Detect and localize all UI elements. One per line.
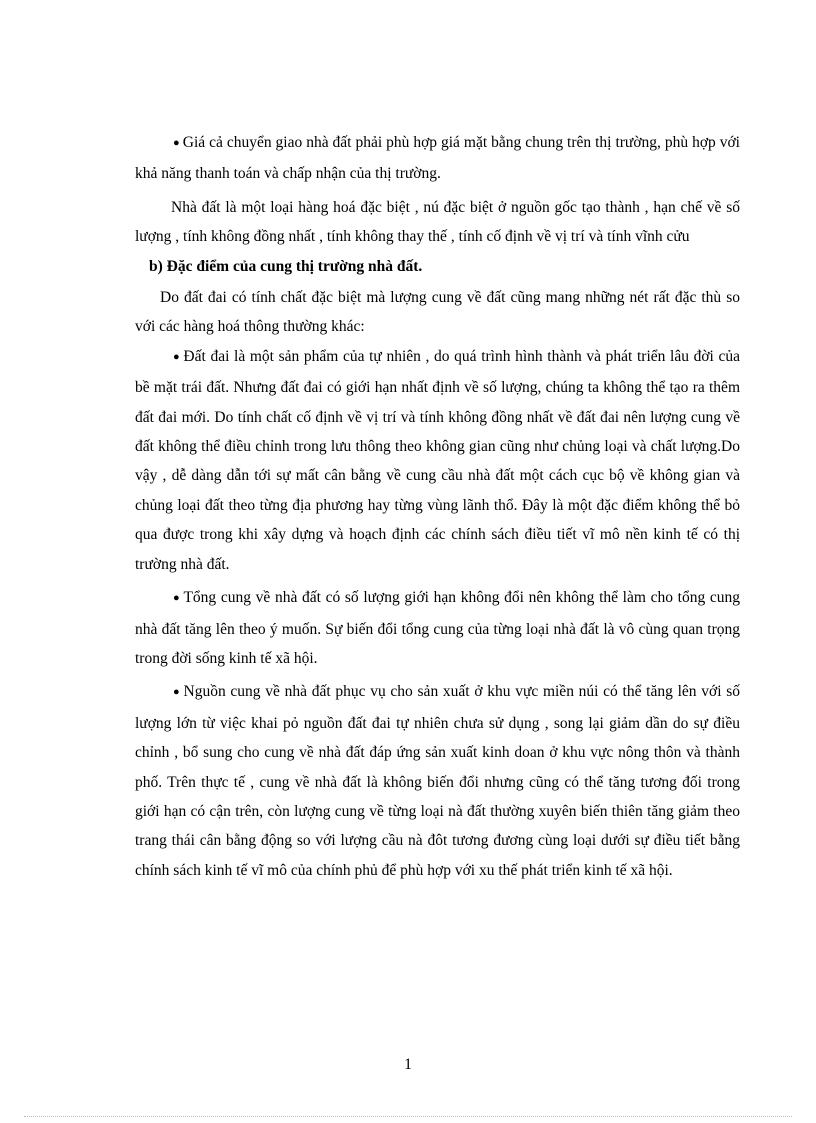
bullet-paragraph-transfer-price <box>135 128 740 189</box>
paragraph-text: Nhà đất là một loại hàng hoá đặc biệt , nú đặc biệt ở nguồn gốc tạo thành , hạn chế về số lượng , tính không đồng nhất , tính không thay thế , tính cố định về vị trí và tính vĩnh cửu <box>135 198 740 246</box>
section-heading: b) Đặc điểm của cung thị trường nhà đất. <box>149 257 423 275</box>
bullet-paragraph-natural-product <box>135 342 740 579</box>
bullet-icon: ● <box>173 592 181 605</box>
bullet-paragraph-supply-sources <box>135 677 740 885</box>
paragraph-text: Đất đai là một sản phẩm của tự nhiên , do quá trình hình thành và phát triển lâu đời của bề mặt trái đất. Nhưng đất đai có giới hạn nhất định về số lượng, chúng ta không thể tạo ra thêm đất đai mới. Do tính chất cố định về vị trí và tính không đồng nhất về đất đai nên lượng cung về đất không thể điều chỉnh trong lưu thông theo không gian cũng như chủng loại và chất lượng.Do vậy , dễ dàng dẫn tới sự mất cân bằng về cung cầu nhà đất một cách cục bộ về không gian và chủng loại đất theo từng địa phương hay từng vùng lãnh thổ. Đây là một đặc điểm không thể bỏ qua được trong khi xây dựng và hoạch định các chính sách điều tiết vĩ mô nền kinh tế có thị trường nhà đất. <box>135 347 740 573</box>
bullet-icon: ● <box>173 350 181 363</box>
bullet-icon: ● <box>173 137 180 149</box>
bullet-icon: ● <box>173 686 181 699</box>
bullet-paragraph-total-supply <box>135 583 740 673</box>
page-bottom-divider <box>24 1116 792 1117</box>
paragraph-text: Tổng cung về nhà đất có số lượng giới hạn không đổi nên không thể làm cho tổng cung nhà đất tăng lên theo ý muốn. Sự biến đổi tổng cung của từng loại nhà đất là vô cùng quan trọng trong đời sống kinh tế xã hội. <box>135 589 740 667</box>
page-number: 1 <box>404 1056 412 1073</box>
page-body <box>135 128 740 889</box>
paragraph-text: Giá cả chuyển giao nhà đất phải phù hợp giá mặt bằng chung trên thị trường, phù hợp với khả năng thanh toán và chấp nhận của thị trường. <box>135 134 740 183</box>
paragraph-text: Do đất đai có tính chất đặc biệt mà lượng cung về đất cũng mang những nét rất đặc thù so với các hàng hoá thông thường khác: <box>135 289 740 336</box>
paragraph-text: Nguồn cung về nhà đất phục vụ cho sản xuất ở khu vực miền núi có thể tăng lên với số lượng lớn từ việc khai pỏ nguồn đất đai tự nhiên chưa sử dụng , song lại giảm dần do sự điều chỉnh , bổ sung cho cung về nhà đất đáp ứng sản xuất kinh doan ở khu vực nông thôn và thành phố. Trên thực tế , cung về nhà đất là không biến đổi nhưng cũng có thể tăng tương đối trong giới hạn có cận trên, còn lượng cung về từng loại nà đất thường xuyên biến thiên tăng giảm theo trang thái cân bằng động so với lượng cầu nà đôt tương đương cùng loại dưới sự điều tiết bằng chính sách kinh tế vĩ mô của chính phủ để phù hợp với xu thế phát triển kinh tế xã hội. <box>135 683 740 879</box>
paragraph-special-goods <box>135 193 740 252</box>
paragraph-supply-intro <box>135 283 740 342</box>
